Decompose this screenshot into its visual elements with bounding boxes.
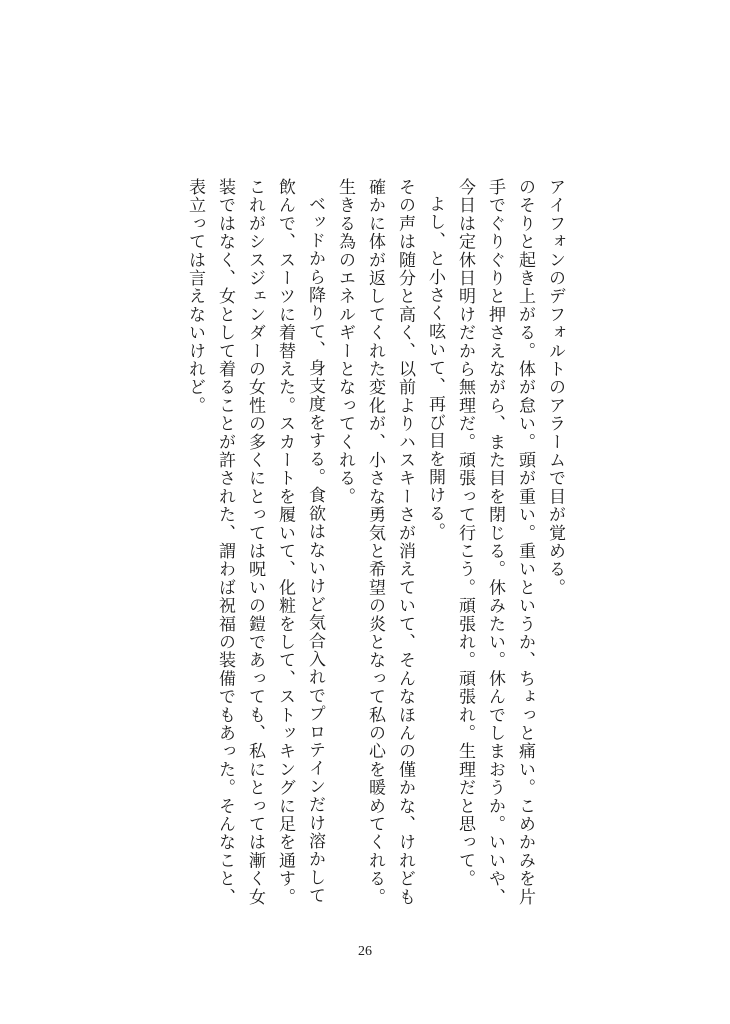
- paragraph-resolve: よし、と小さく呟いて、再び目を開ける。: [425, 195, 445, 541]
- paragraph-alarm: アイフォンのデフォルトのアラームで目が覚める。: [545, 178, 565, 597]
- vertical-text-block: [180, 178, 570, 918]
- paragraph-voice: その声は随分と高く、以前よりハスキーさが消えていて、そんなほんの僅かな、けれども確かに体が返してくれた変化が、小さな勇気と希望の炎となって私の心を暖めてくれる。生きる為のエネルギーとなってくれる。: [335, 178, 415, 906]
- page-number: 26: [358, 944, 372, 959]
- paragraph-waking: のそりと起き上がる。体が怠い。頭が重い。重いというか、ちょっと痛い。こめかみを片手でぐりぐりと押さえながら、また目を閉じる。休みたい。休んでしまおうか。いいや、今日は定休日明けだから無理だ。頑張って行こう。頑張れ。頑張れ。生理だと思って。: [455, 178, 535, 906]
- paragraph-dressing: ベッドから降りて、身支度をする。食欲はないけど気合入れでプロテインだけ溶かして飲んで、スーツに着替えた。スカートを履いて、化粧をして、ストッキングに足を通す。これがシスジェンダーの女性の多くにとっては呪いの鎧であっても、私にとっては漸く女装ではなく、女として着ることが許された、謂わば祝福の装備でもあった。そんなこと、表立っては言えないけれど。: [185, 178, 325, 906]
